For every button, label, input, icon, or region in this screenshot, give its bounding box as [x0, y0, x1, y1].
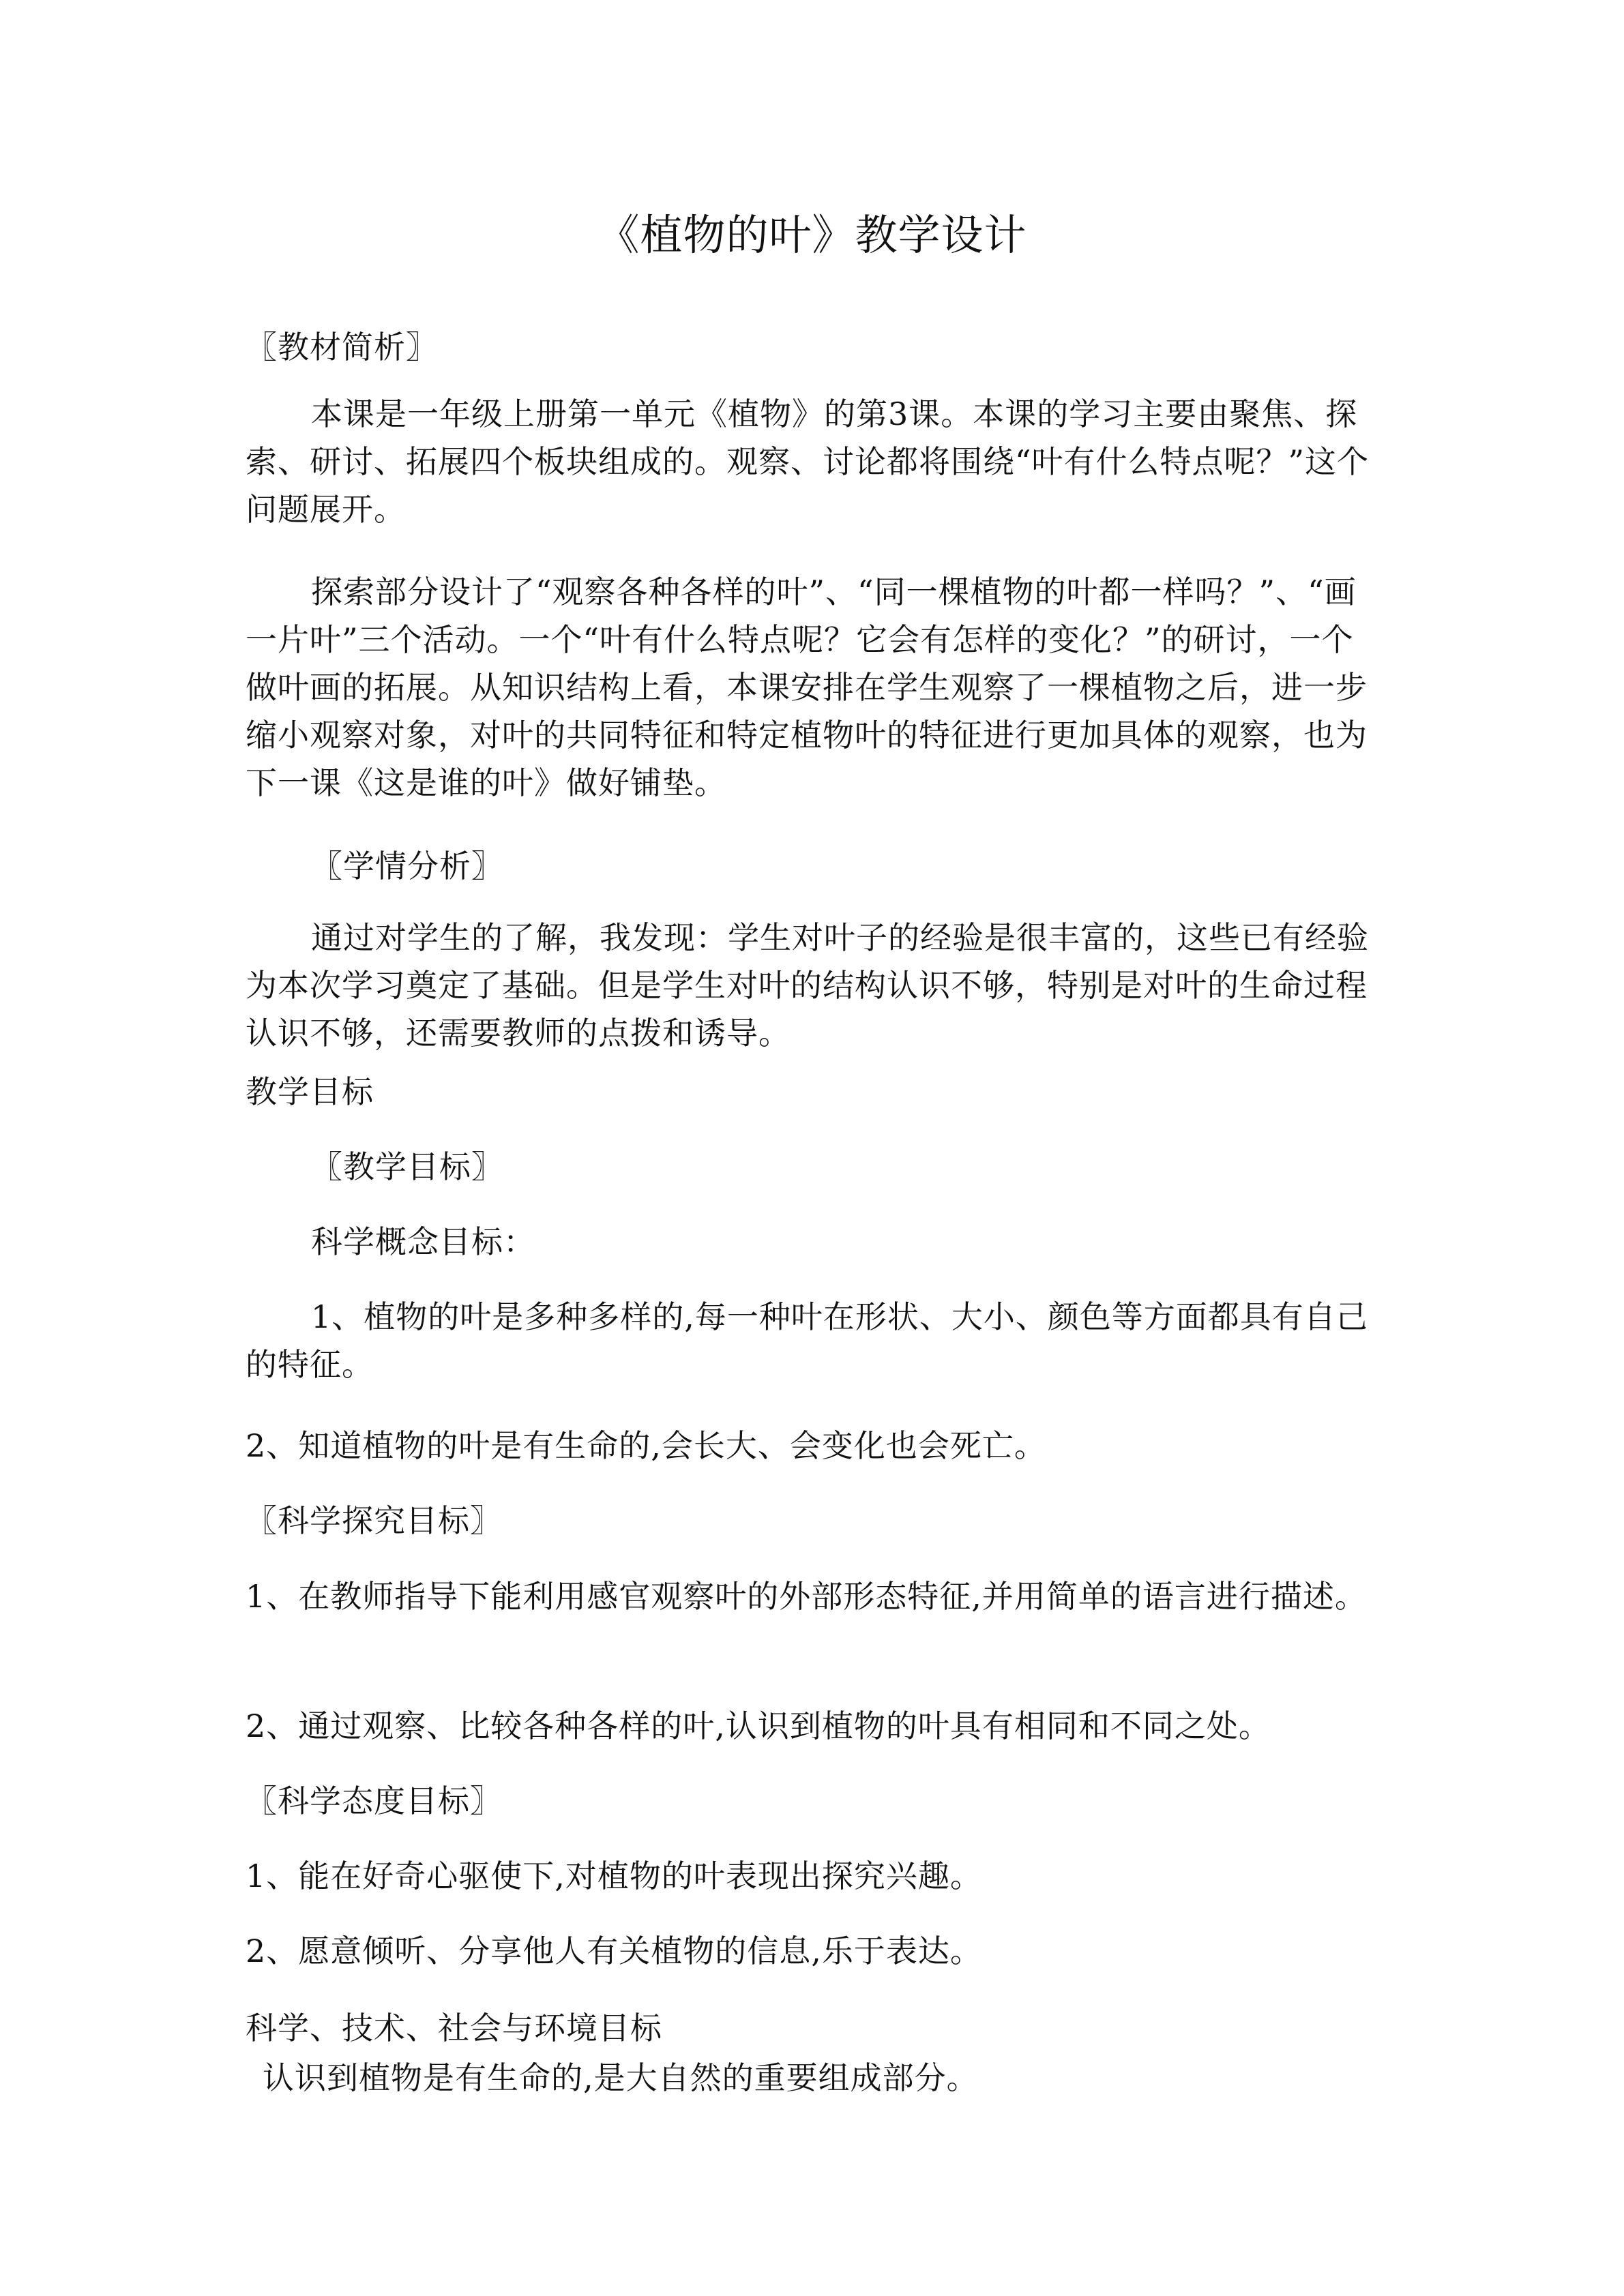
section-heading-material: 〖教材简析〗	[246, 329, 438, 366]
stse-goal-heading: 科学、技术、社会与环境目标	[246, 2010, 662, 2046]
section-heading-goals: 〖教学目标〗	[311, 1148, 503, 1185]
goals-plain-heading: 教学目标	[246, 1073, 374, 1110]
section-heading-inquiry: 〖科学探究目标〗	[246, 1502, 502, 1539]
section-heading-learner: 〖学情分析〗	[311, 848, 503, 884]
attitude-goal-1: 1、能在好奇心驱使下,对植物的叶表现出探究兴趣。	[246, 1858, 982, 1894]
concept-goal-heading: 科学概念目标：	[311, 1223, 535, 1260]
attitude-goal-2: 2、愿意倾听、分享他人有关植物的信息,乐于表达。	[246, 1933, 982, 1969]
learner-paragraph-1: 通过对学生的了解，我发现：学生对叶子的经验是很丰富的，这些已有经验为本次学习奠定了基础。但是学生对叶的结构认识不够，特别是对叶的生命过程认识不够，还需要教师的点拨和诱导。	[246, 919, 1369, 1052]
stse-goal-1: 认识到植物是有生命的,是大自然的重要组成部分。	[263, 2059, 979, 2096]
concept-goal-2: 2、知道植物的叶是有生命的,会长大、会变化也会死亡。	[246, 1427, 1046, 1464]
material-paragraph-2: 探索部分设计了“观察各种各样的叶”、“同一棵植物的叶都一样吗？”、“画一片叶”三个活动。一个“叶有什么特点呢？它会有怎样的变化？”的研讨，一个做叶画的拓展。从知识结构上看，本课安排在学生观察了一棵植物之后，进一步缩小观察对象，对叶的共同特征和特定植物叶的特征进行更加具体的观察，也为下一课《这是谁的叶》做好铺垫。	[246, 573, 1368, 801]
inquiry-goal-1: 1、在教师指导下能利用感官观察叶的外部形态特征,并用简单的语言进行描述。	[246, 1578, 1367, 1615]
inquiry-goal-2: 2、通过观察、比较各种各样的叶,认识到植物的叶具有相同和不同之处。	[246, 1708, 1271, 1744]
concept-goal-1: 1、植物的叶是多种多样的,每一种叶在形状、大小、颜色等方面都具有自己的特征。	[246, 1298, 1368, 1383]
material-paragraph-1: 本课是一年级上册第一单元《植物》的第3课。本课的学习主要由聚焦、探索、研讨、拓展四个板块组成的。观察、讨论都将围绕“叶有什么特点呢？”这个问题展开。	[246, 396, 1370, 528]
page-title: 《植物的叶》教学设计	[597, 210, 1027, 260]
section-heading-attitude: 〖科学态度目标〗	[246, 1783, 502, 1819]
